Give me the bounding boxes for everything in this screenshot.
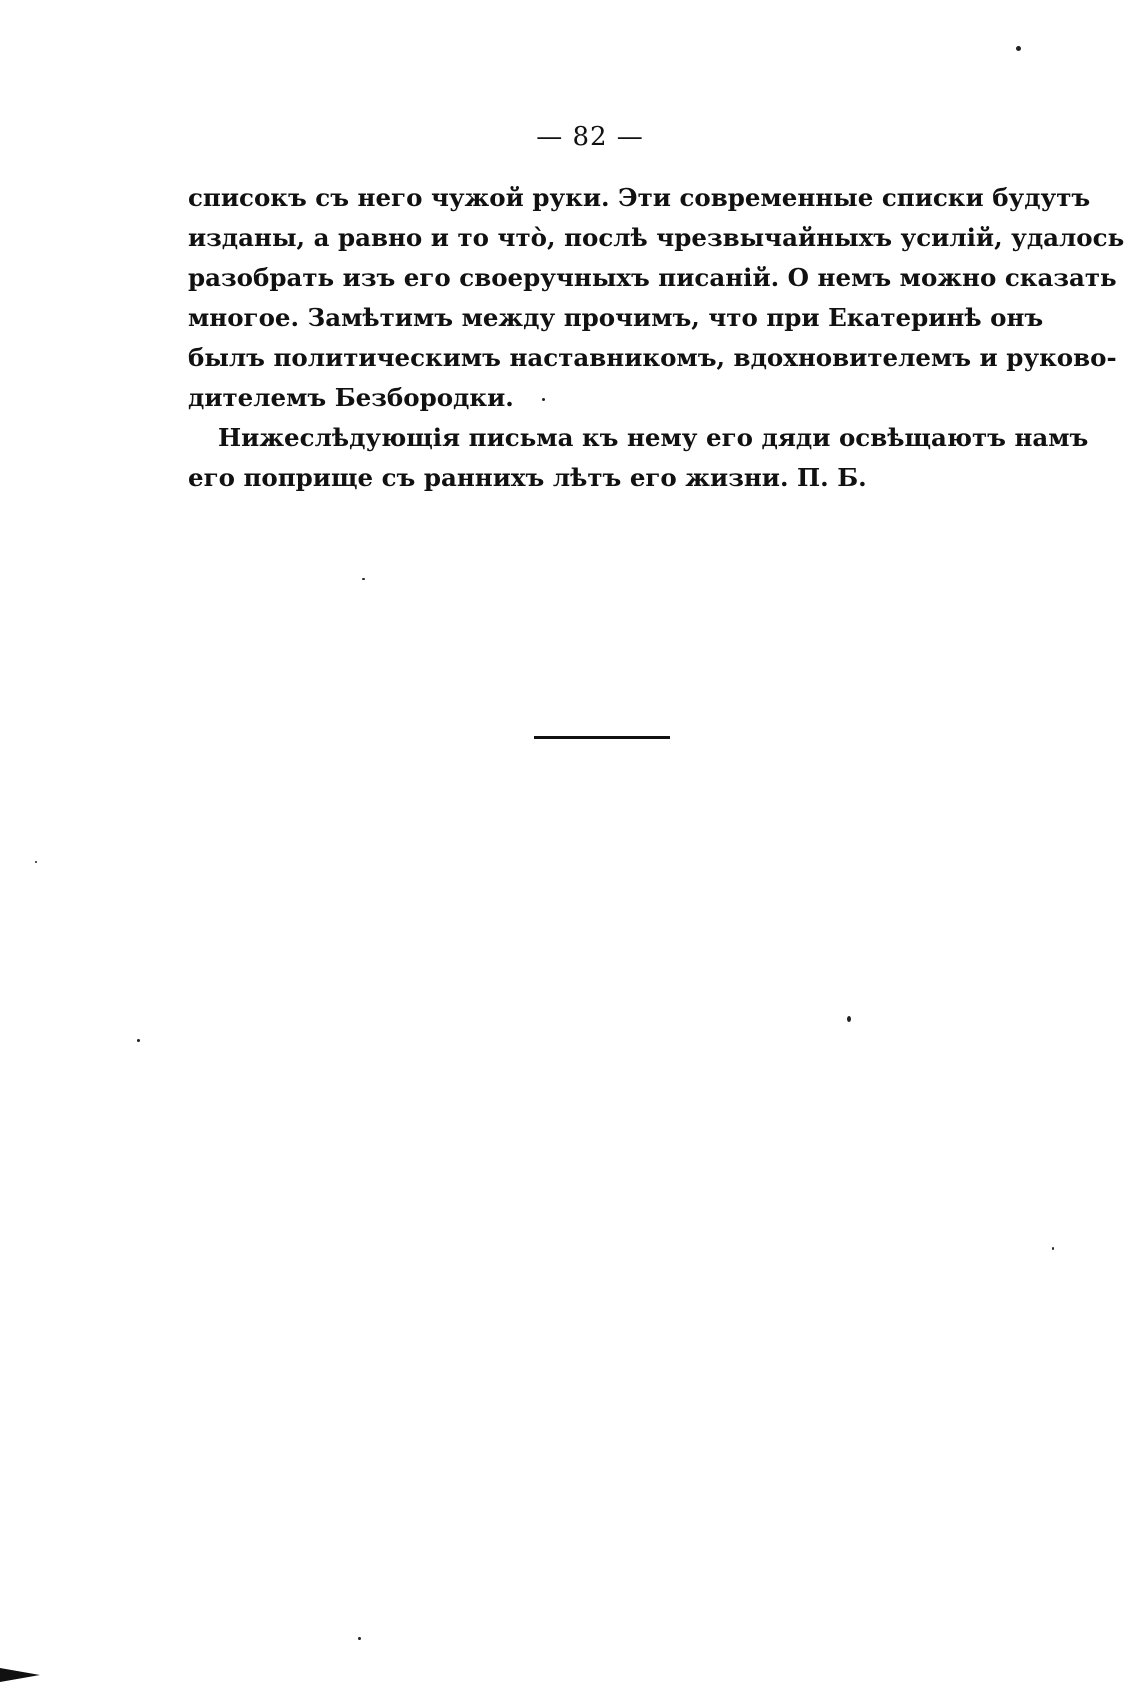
scan-speck: [358, 1637, 361, 1640]
text-line: разобрать изъ его своеручныхъ писаній. О немъ можно сказать: [188, 263, 1117, 292]
text-line: дителемъ Безбородки.: [188, 383, 514, 412]
page-number: — 82 —: [536, 122, 644, 152]
text-line: его поприще съ раннихъ лѣтъ его жизни. П. Б.: [188, 463, 867, 492]
text-line: многое. Замѣтимъ между прочимъ, что при Екатеринѣ онъ: [188, 303, 1044, 332]
paragraph-2: [188, 418, 1089, 498]
body-text: [188, 178, 1125, 498]
scan-edge-mark: [0, 1668, 40, 1682]
scan-speck: [1016, 46, 1021, 51]
text-line: списокъ съ него чужой руки. Эти современные списки будутъ: [188, 183, 1091, 212]
scan-speck: [35, 861, 37, 863]
scan-speck: [542, 398, 545, 401]
text-line: былъ политическимъ наставникомъ, вдохновителемъ и руково-: [188, 343, 1117, 372]
paragraph-1: [188, 178, 1125, 418]
scan-speck: [137, 1039, 140, 1042]
section-divider: [534, 736, 670, 739]
text-line: Нижеслѣдующія письма къ нему его дяди освѣщаютъ намъ: [218, 423, 1089, 452]
scan-speck: [362, 578, 365, 580]
text-line: изданы, а равно и то что̀, послѣ чрезвычайныхъ усилій, удалось: [188, 223, 1125, 252]
scan-speck: [1052, 1247, 1054, 1250]
scan-speck: [847, 1016, 851, 1022]
